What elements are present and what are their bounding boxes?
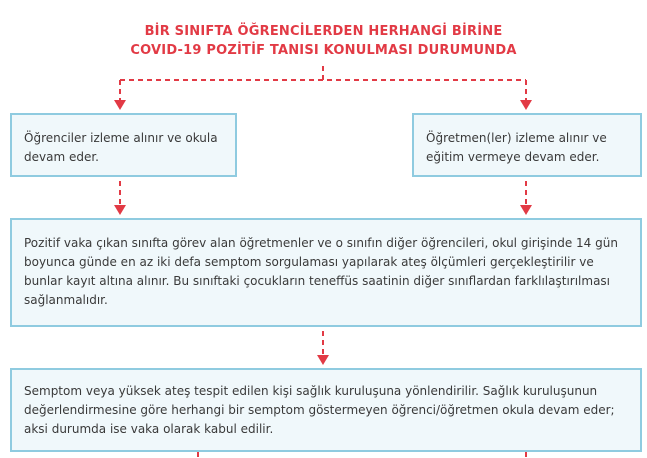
arrowhead-middle-left: [114, 205, 126, 215]
symptom-monitoring-box: Pozitif vaka çıkan sınıfta görev alan öğretmenler ve o sınıfın diğer öğrencileri, okul girişinde 14 gün boyunca günde en az iki defa semptom sorgulaması yapılarak ateş ölçümleri gerçekleştirilir ve bunlar kayıt altına alınır. Bu sınıftaki çocukların teneffüs saatinin diğer sınıflardan farklılaştırılması sağlanmalıdır.: [10, 218, 642, 327]
arrowhead-middle-right: [520, 205, 532, 215]
health-referral-box: Semptom veya yüksek ateş tespit edilen kişi sağlık kuruluşuna yönlendirilir. Sağlık kuruluşunun değerlendirmesine göre herhangi bir semptom göstermeyen öğrenci/öğretmen okula devam eder; aksi durumda ise vaka olarak kabul edilir.: [10, 368, 642, 452]
arrowhead-left-box: [114, 100, 126, 110]
arrowhead-bottom: [317, 355, 329, 365]
arrowhead-right-box: [520, 100, 532, 110]
teachers-box: Öğretmen(ler) izleme alınır ve eğitim vermeye devam eder.: [412, 113, 642, 177]
title-line-1: BİR SINIFTA ÖĞRENCİLERDEN HERHANGİ BİRİNE: [144, 24, 503, 39]
title-line-2: COVID-19 POZİTİF TANISI KONULMASI DURUMUNDA: [130, 43, 517, 58]
students-box: Öğrenciler izleme alınır ve okula devam eder.: [10, 113, 237, 177]
